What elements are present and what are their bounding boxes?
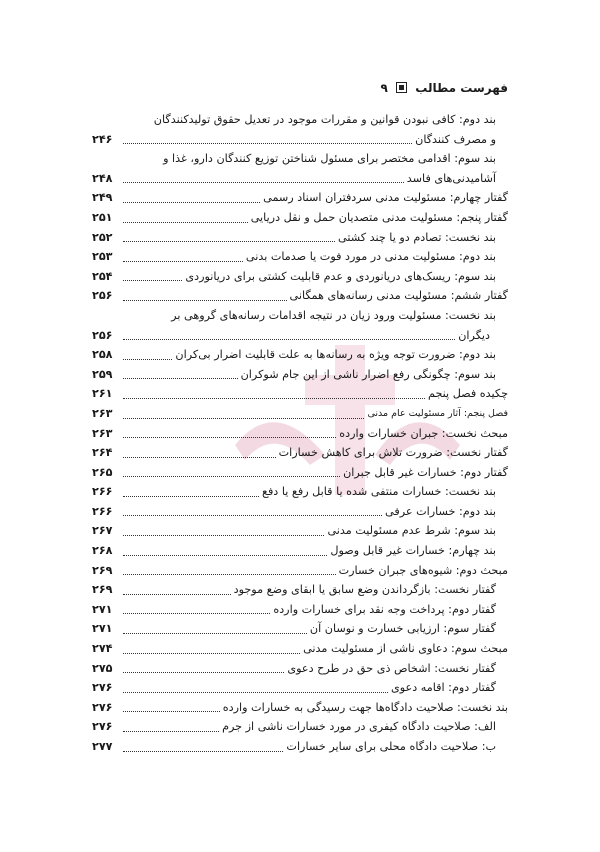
toc-entry-title: بند دوم: خسارات عرفی: [385, 504, 496, 518]
toc-entry-title: ب: صلاحیت دادگاه محلی برای سایر خسارات: [286, 740, 496, 753]
toc-page-number: ۲۶۶: [92, 485, 113, 499]
toc-entry-title: مبحث دوم: شیوه‌های جبران خسارت: [338, 563, 508, 577]
toc-entry-title: بند سوم: ریسک‌های دریانوردی و عدم قابلیت کشتی برای دریانوردی: [185, 269, 496, 283]
toc-entry-title: آشامیدنی‌های فاسد: [406, 171, 496, 185]
toc-page-number: ۲۷۱: [92, 602, 113, 616]
toc-row: [92, 639, 508, 659]
toc-entry-title: گفتار ششم: مسئولیت مدنی رسانه‌های همگانی: [289, 289, 508, 303]
toc-entry-title: بند نخست: مسئولیت ورود زیان در نتیجه اقدامات رسانه‌های گروهی بر: [171, 308, 496, 322]
dot-leader: [123, 378, 238, 379]
toc-page-number: ۲۶۷: [92, 524, 113, 538]
toc-entry-title: گفتار پنجم: مسئولیت مدنی متصدیان حمل و نقل دریایی: [250, 210, 508, 224]
toc-page-number: ۲۷۶: [92, 720, 113, 734]
toc-entry-title: گفتار دوم: خسارات غیر قابل جبران: [343, 465, 508, 479]
dot-leader: [123, 398, 425, 399]
dot-leader: [123, 672, 284, 673]
toc-row: [92, 228, 508, 248]
dot-leader: [123, 633, 307, 634]
toc-page-number: ۲۶۹: [92, 583, 113, 597]
toc-entry-title: الف: صلاحیت دادگاه کیفری در مورد خسارات ناشی از جرم: [222, 720, 496, 734]
toc-row: [92, 130, 508, 150]
toc-row: [92, 345, 508, 365]
toc-row: [92, 541, 508, 561]
toc-page-number: ۲۶۸: [92, 544, 113, 558]
dot-leader: [123, 222, 248, 223]
toc-page-number: ۲۷۷: [92, 740, 113, 753]
header-page-number: ۹: [380, 81, 388, 95]
toc-page-number: ۲۵۶: [92, 328, 113, 342]
toc-row: [92, 306, 508, 326]
dot-leader: [123, 339, 455, 340]
toc-page-number: ۲۵۱: [92, 210, 113, 224]
toc-page-number: ۲۴۹: [92, 191, 113, 205]
toc-page-number: ۲۶۵: [92, 465, 113, 479]
toc-row: [92, 659, 508, 679]
toc-entry-title: گفتار نخست: بازگرداندن وضع سابق یا ابقای وضع موجود: [233, 583, 496, 597]
toc-row: [92, 580, 508, 600]
toc-entry-title: مبحث نخست: جبران خسارات وارده: [339, 426, 508, 440]
toc-entry-title: گفتار نخست: اشخاص ذی حق در طرح دعوی: [287, 661, 496, 675]
toc-entry-title: چکیده فصل پنجم: [428, 387, 508, 401]
toc-entry-title: گفتار دوم: اقامه دعوی: [391, 681, 496, 695]
toc-row: [92, 365, 508, 385]
toc-row: [92, 717, 508, 737]
toc-page-number: ۲۵۶: [92, 289, 113, 303]
toc-row: [92, 561, 508, 581]
toc-entry-title: گفتار چهارم: مسئولیت مدنی سردفتران اسناد رسمی: [263, 191, 508, 205]
dot-leader: [123, 496, 259, 497]
toc-entry-title: دیگران: [458, 328, 490, 342]
toc-page-number: ۲۴۶: [92, 132, 113, 146]
toc-row: [92, 169, 508, 189]
table-of-contents: [92, 110, 508, 757]
toc-entry-title: فصل پنجم: آثار مسئولیت عام مدنی: [367, 407, 508, 419]
dot-leader: [123, 731, 219, 732]
toc-chapter-row: [92, 404, 508, 424]
toc-entry-title: بند چهارم: خسارات غیر قابل وصول: [330, 544, 496, 558]
toc-row: [92, 384, 508, 404]
toc-page-number: ۲۴۸: [92, 171, 113, 185]
dot-leader: [123, 692, 388, 693]
dot-leader: [123, 437, 336, 438]
dot-leader: [123, 574, 336, 575]
toc-entry-title: مبحث سوم: دعاوی ناشی از مسئولیت مدنی: [303, 642, 508, 656]
toc-page-number: ۲۷۵: [92, 661, 113, 675]
toc-row: [92, 502, 508, 522]
toc-entry-title: بند سوم: اقدامی مختصر برای مسئول شناختن توزیع کنندگان دارو، غذا و: [163, 152, 496, 166]
toc-entry-title: بند نخست: خسارات منتفی شده یا قابل رفع یا دفع: [262, 485, 496, 499]
dot-leader: [123, 653, 300, 654]
header-title: فهرست مطالب: [415, 81, 508, 95]
toc-row: [92, 149, 508, 169]
dot-leader: [123, 476, 340, 477]
toc-row: [92, 600, 508, 620]
dot-leader: [123, 300, 287, 301]
toc-row: [92, 737, 508, 757]
toc-page-number: ۲۵۹: [92, 367, 113, 381]
toc-page-number: ۲۷۱: [92, 622, 113, 636]
dot-leader: [123, 751, 283, 752]
toc-page-number: ۲۷۶: [92, 681, 113, 695]
toc-row: [92, 619, 508, 639]
toc-entry-title: بند دوم: ضرورت توجه ویژه به رسانه‌ها به علت قابلیت اضرار بی‌کران: [175, 348, 496, 362]
dot-leader: [123, 143, 412, 144]
toc-row: [92, 188, 508, 208]
toc-page-number: ۲۵۳: [92, 250, 113, 264]
toc-page-number: ۲۶۶: [92, 504, 113, 518]
toc-row: [92, 286, 508, 306]
toc-entry-title: و مصرف کنندگان: [415, 132, 496, 146]
toc-page-number: ۲۷۶: [92, 700, 113, 714]
toc-page-number: ۲۵۴: [92, 269, 113, 283]
toc-entry-title: گفتار نخست: ضرورت تلاش برای کاهش خسارات: [278, 446, 508, 460]
toc-row: [92, 208, 508, 228]
toc-row: [92, 424, 508, 444]
toc-row: [92, 110, 508, 130]
dot-leader: [123, 613, 270, 614]
toc-entry-title: بند سوم: شرط عدم مسئولیت مدنی: [327, 524, 496, 538]
toc-page-number: ۲۵۲: [92, 230, 113, 244]
toc-row: [92, 267, 508, 287]
toc-page-number: ۲۶۱: [92, 387, 113, 401]
toc-row: [92, 678, 508, 698]
toc-page-number: ۲۶۹: [92, 563, 113, 577]
toc-row: [92, 247, 508, 267]
toc-entry-title: بند نخست: صلاحیت دادگاه‌ها جهت رسیدگی به خسارات وارده: [222, 700, 508, 714]
dot-leader: [123, 280, 182, 281]
dot-leader: [123, 261, 243, 262]
toc-row: [92, 521, 508, 541]
toc-entry-title: بند سوم: چگونگی رفع اضرار ناشی از این جام شوکران: [240, 367, 496, 381]
toc-page-number: ۲۶۳: [92, 426, 113, 440]
dot-leader: [123, 535, 324, 536]
dot-leader: [123, 515, 382, 516]
toc-entry-title: بند نخست: تصادم دو یا چند کشتی: [338, 230, 496, 244]
dot-leader: [123, 711, 220, 712]
dot-leader: [123, 359, 172, 360]
dot-leader: [123, 594, 231, 595]
toc-entry-title: بند دوم: کافی نبودن قوانین و مقررات موجود در تعدیل حقوق تولیدکنندگان: [153, 113, 496, 126]
toc-row: [92, 326, 508, 346]
dot-leader: [123, 182, 404, 183]
toc-entry-title: بند دوم: مسئولیت مدنی در مورد فوت یا صدمات بدنی: [245, 250, 496, 264]
toc-row: [92, 698, 508, 718]
toc-page-number: ۲۵۸: [92, 348, 113, 362]
page-header: [92, 80, 508, 96]
dot-leader: [123, 457, 276, 458]
toc-row: [92, 482, 508, 502]
dot-leader: [123, 202, 260, 203]
dot-leader: [123, 418, 364, 419]
dot-leader: [123, 555, 327, 556]
toc-page-number: ۲۶۳: [92, 406, 113, 420]
dot-leader: [123, 241, 335, 242]
toc-entry-title: گفتار سوم: ارزیابی خسارت و نوسان آن: [309, 622, 496, 636]
toc-row: [92, 463, 508, 483]
square-bullet-icon: [396, 82, 407, 93]
toc-entry-title: گفتار دوم: پرداخت وجه نقد برای خسارات وارده: [273, 602, 496, 616]
toc-page-number: ۲۶۴: [92, 446, 113, 460]
toc-page-number: ۲۷۴: [92, 642, 113, 656]
toc-row: [92, 443, 508, 463]
